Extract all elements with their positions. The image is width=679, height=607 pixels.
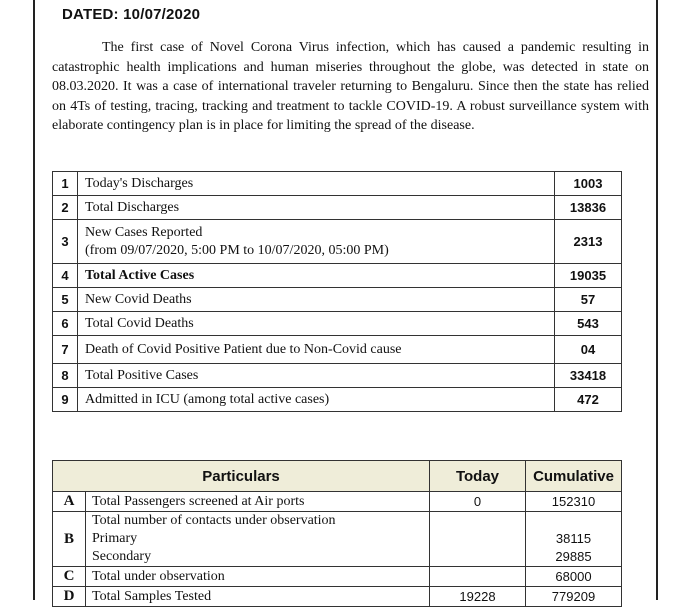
row-number: 2	[53, 196, 78, 220]
row-letter: A	[53, 492, 86, 512]
primary-value: 38115	[555, 531, 592, 546]
today-value	[430, 567, 526, 587]
row-value: 57	[555, 288, 622, 312]
row-label: Total Discharges	[78, 196, 555, 220]
table-row	[53, 587, 622, 607]
row-label: Today's Discharges	[78, 172, 555, 196]
row-number: 1	[53, 172, 78, 196]
row-number: 8	[53, 364, 78, 388]
particulars-table	[52, 460, 622, 607]
table-row	[53, 288, 622, 312]
today-value: 19228	[430, 587, 526, 607]
table-row	[53, 220, 622, 264]
intro-paragraph: The first case of Novel Corona Virus infection, which has caused a pandemic resulting in catastrophic health implications and human miseries throughout the globe, was detected in state on 08.03.2020. It was a case of international traveler returning to Bengaluru. Since then the state has relied on 4Ts of testing, tracing, tracking and treatment to tackle COVID-19. A robust surveillance system with elaborate contingency plan is in place for limiting the spread of the disease.	[52, 40, 649, 133]
row-label-detail: (from 09/07/2020, 5:00 PM to 10/07/2020, 05:00 PM)	[85, 242, 389, 258]
row-value: 04	[555, 336, 622, 364]
row-number: 5	[53, 288, 78, 312]
row-number: 6	[53, 312, 78, 336]
row-letter: B	[53, 512, 86, 567]
row-value: 13836	[555, 196, 622, 220]
row-number: 3	[53, 220, 78, 264]
cumulative-value: 152310	[526, 492, 622, 512]
table-row	[53, 567, 622, 587]
table-header-row	[53, 461, 622, 492]
row-number: 7	[53, 336, 78, 364]
row-number: 9	[53, 388, 78, 412]
row-number: 4	[53, 264, 78, 288]
today-value	[430, 512, 526, 567]
row-letter: C	[53, 567, 86, 587]
row-value: 1003	[555, 172, 622, 196]
table-row	[53, 388, 622, 412]
cumulative-header: Cumulative	[526, 461, 622, 492]
row-label: New Covid Deaths	[78, 288, 555, 312]
row-label: Total Covid Deaths	[78, 312, 555, 336]
row-label: Death of Covid Positive Patient due to Non-Covid cause	[78, 336, 555, 364]
table-row	[53, 312, 622, 336]
dated-heading: DATED: 10/07/2020	[62, 6, 201, 23]
row-letter: D	[53, 587, 86, 607]
row-label-group	[86, 512, 430, 567]
row-label: Total Active Cases	[78, 264, 555, 288]
today-header: Today	[430, 461, 526, 492]
row-label: New Cases Reported	[85, 224, 203, 240]
table-row	[53, 336, 622, 364]
summary-table	[52, 171, 622, 412]
table-row	[53, 172, 622, 196]
row-label: Total Passengers screened at Air ports	[86, 492, 430, 512]
row-value: 19035	[555, 264, 622, 288]
table-row	[53, 512, 622, 567]
row-value: 33418	[555, 364, 622, 388]
cumulative-value-group	[526, 512, 622, 567]
secondary-label: Secondary	[92, 549, 152, 564]
row-label-group	[78, 220, 555, 264]
row-value: 2313	[555, 220, 622, 264]
right-page-border	[656, 0, 658, 600]
cumulative-value: 779209	[526, 587, 622, 607]
table-row	[53, 196, 622, 220]
row-value: 543	[555, 312, 622, 336]
secondary-value: 29885	[555, 549, 592, 564]
row-value: 472	[555, 388, 622, 412]
table-row	[53, 264, 622, 288]
row-label: Total number of contacts under observation	[92, 513, 336, 528]
left-page-border	[33, 0, 35, 600]
cumulative-value: 68000	[526, 567, 622, 587]
primary-label: Primary	[92, 531, 138, 546]
today-value: 0	[430, 492, 526, 512]
table-row	[53, 364, 622, 388]
table-row	[53, 492, 622, 512]
particulars-header: Particulars	[53, 461, 430, 492]
row-label: Total Positive Cases	[78, 364, 555, 388]
row-label: Admitted in ICU (among total active cases)	[78, 388, 555, 412]
row-label: Total under observation	[86, 567, 430, 587]
row-label: Total Samples Tested	[86, 587, 430, 607]
